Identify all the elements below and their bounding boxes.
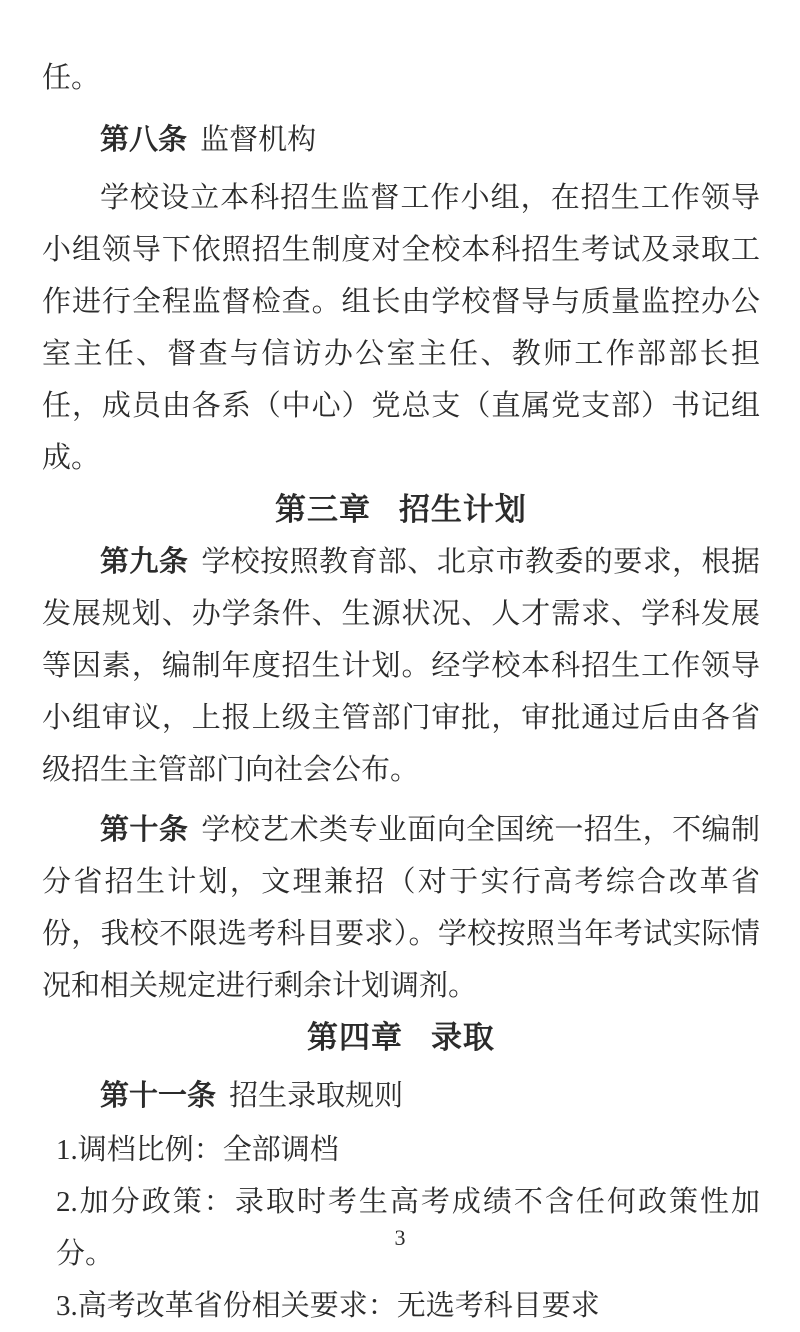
article-10-paragraph [42, 804, 760, 1012]
article-8-label: 第八条 [100, 124, 188, 156]
rule-3-text: 3.高考改革省份相关要求：无选考科目要求 [56, 1290, 600, 1322]
article-8-title: 监督机构 [200, 124, 317, 156]
chapter-3-number: 第三章 [275, 492, 372, 527]
paragraph-continuation [42, 52, 760, 104]
chapter-4-number: 第四章 [307, 1020, 404, 1055]
article-11-title: 招生录取规则 [229, 1080, 404, 1112]
article-9-body: 学校按照教育部、北京市教委的要求，根据发展规划、办学条件、生源状况、人才需求、学科发展等因素，编制年度招生计划。经学校本科招生工作领导小组审议，上报上级主管部门审批，审批通过后由各省级招生主管部门向社会公布。 [42, 546, 760, 786]
rule-1-text: 1.调档比例：全部调档 [56, 1134, 339, 1166]
rule-2-text: 2.加分政策：录取时考生高考成绩不含任何政策性加分。 [56, 1186, 760, 1270]
article-10-body: 学校艺术类专业面向全国统一招生，不编制分省招生计划，文理兼招（对于实行高考综合改革省份，我校不限选考科目要求）。学校按照当年考试实际情况和相关规定进行剩余计划调剂。 [42, 814, 760, 1002]
article-11-heading [42, 1070, 760, 1122]
chapter-3-heading [42, 484, 760, 536]
chapter-4-name: 录取 [430, 1020, 495, 1055]
article-8-paragraph [42, 172, 760, 484]
rule-item-1 [42, 1124, 760, 1176]
article-9-label: 第九条 [100, 546, 189, 578]
chapter-4-heading [42, 1012, 760, 1064]
article-8-heading [42, 114, 760, 166]
page-number: 3 [394, 1225, 406, 1250]
article-10-label: 第十条 [100, 814, 189, 846]
chapter-3-name: 招生计划 [398, 492, 527, 527]
article-9-paragraph [42, 536, 760, 796]
rule-item-3 [42, 1280, 760, 1332]
continuation-text: 任。 [42, 62, 101, 94]
article-8-body: 学校设立本科招生监督工作小组，在招生工作领导小组领导下依照招生制度对全校本科招生考试及录取工作进行全程监督检查。组长由学校督导与质量监控办公室主任、督查与信访办公室主任、教师工作部部长担任，成员由各系（中心）党总支（直属党支部）书记组成。 [42, 182, 760, 474]
article-11-label: 第十一条 [100, 1080, 217, 1112]
